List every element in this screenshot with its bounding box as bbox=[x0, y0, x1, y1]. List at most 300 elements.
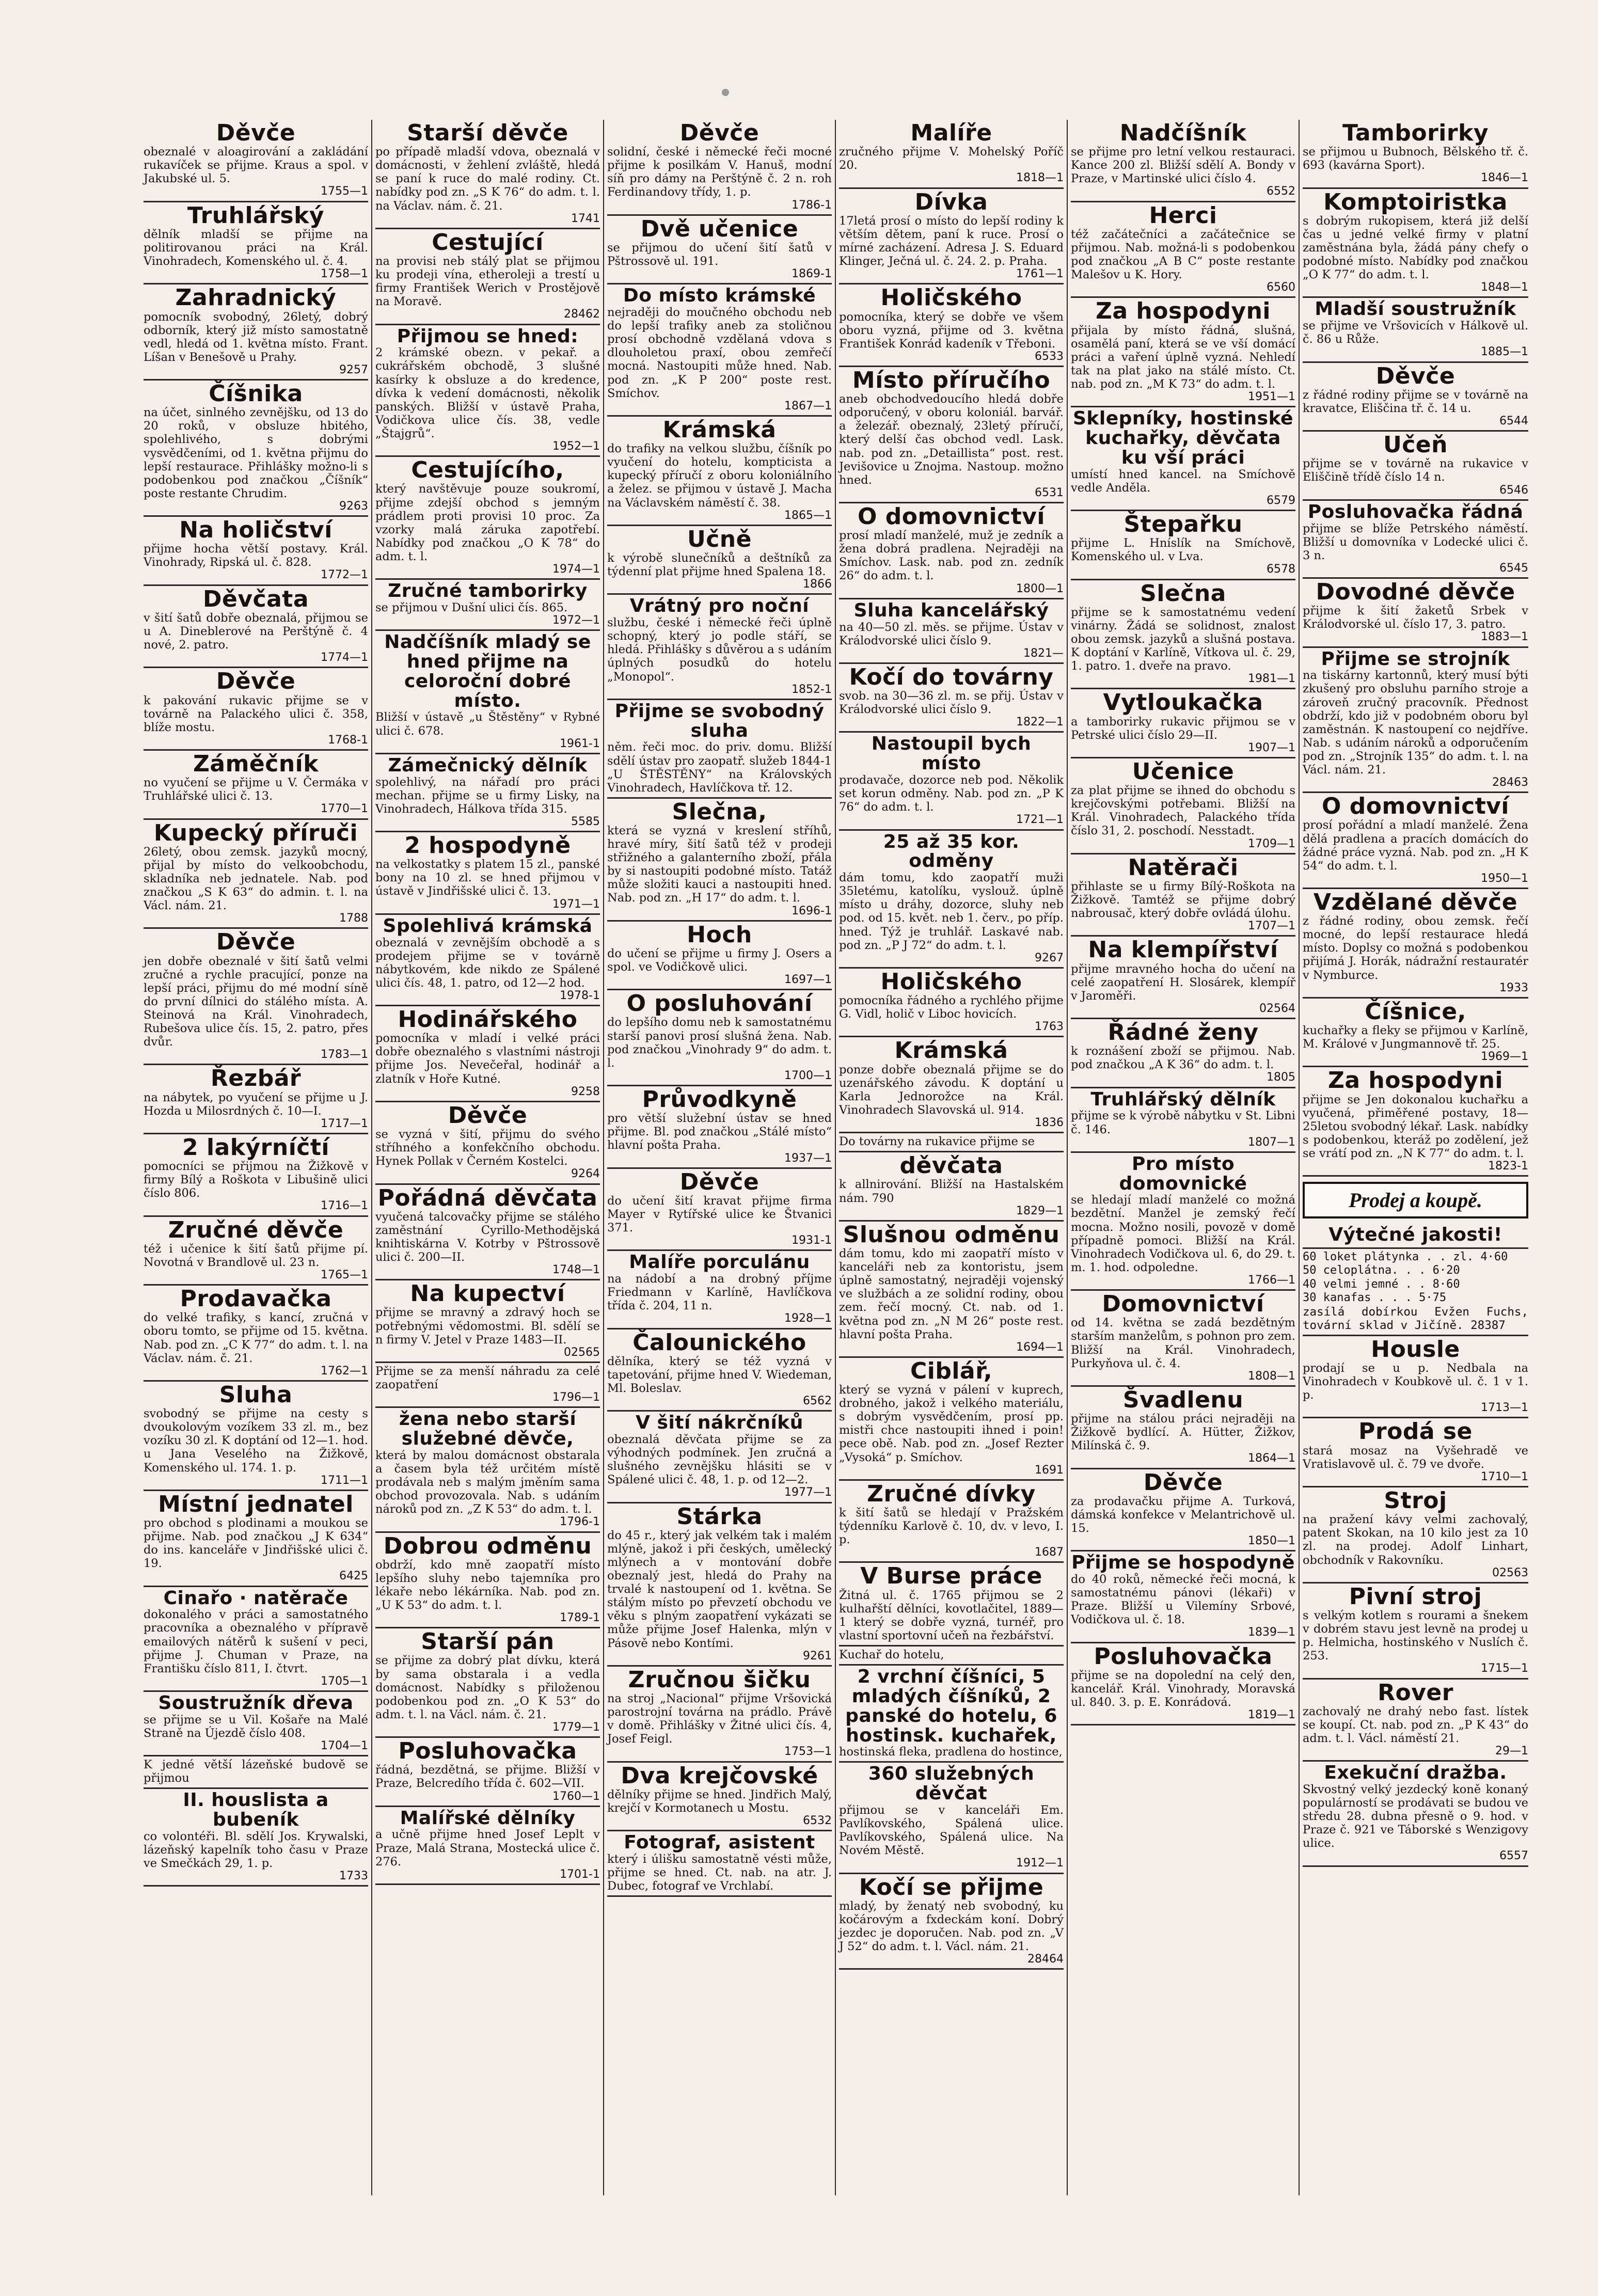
ad-heading: Na kupectví bbox=[410, 1280, 565, 1307]
ad-text: pomocníka, který se dobře ve všem oboru vyzná, přijme od 3. května František Konrád kadeník v Třeboni. bbox=[839, 310, 1064, 351]
ad-heading: Učně bbox=[687, 526, 752, 552]
ad-number: 1701-1 bbox=[560, 1867, 600, 1881]
ad-number: 1829—1 bbox=[1016, 1204, 1064, 1217]
classified-ad bbox=[839, 1037, 1064, 1133]
ad-text: přijme se v továrně na rukavice v Eliščině třídě číslo 14 n. bbox=[1303, 457, 1528, 484]
ad-text: nejraději do moučného obchodu neb do lepší trafiky aneb za stoličnou prosí obchodně vzdělaná vdova s dlouholetou praxí, obou zemřečí mocná. Nastoupiti může hned. Nab. pod zn. „K P 200“ poste rest. Smíchov. bbox=[607, 306, 832, 400]
ad-number: 1765—1 bbox=[321, 1269, 368, 1281]
classified-ad bbox=[839, 1222, 1064, 1358]
ad-heading: Sklepníky, hostinské kuchařky, děvčata ku vší práci bbox=[1073, 408, 1293, 468]
ad-heading: 2 hospodyně bbox=[404, 832, 571, 859]
ad-text: obeznalá děvčata přijme se za výhodných podmínek. Jen zručná a slušného zevnějšku hlásiti se v Spálené ulici č. 48, 1. p. od 12—2. bbox=[607, 1433, 832, 1487]
ad-heading: Děvče bbox=[216, 120, 296, 146]
classified-ad bbox=[1303, 1067, 1528, 1177]
classified-ad bbox=[1303, 1418, 1528, 1487]
ad-heading: Štepařku bbox=[1124, 511, 1243, 538]
ad-text: pomocníka řádného a rychlého přijme G. Vidl, holič v Liboc hovicích. bbox=[839, 994, 1064, 1021]
ad-heading: V Burse práce bbox=[860, 1563, 1042, 1590]
ad-text: Bližší v ústavě „u Štěstěny“ v Rybné ulici č. 678. bbox=[375, 710, 600, 738]
ad-text: na provisi neb stálý plat se přijmou ku prodeji vína, etheroleji a trestí u firmy František Werich v Prostějově na Moravě. bbox=[375, 255, 600, 309]
classified-ad bbox=[607, 1251, 832, 1329]
ad-number: 1836 bbox=[1035, 1116, 1064, 1130]
ad-text: pro větší služební ústav se hned přijme. Bl. pod značkou „Stálé místo“ hlavní pošta Praha. bbox=[607, 1112, 832, 1152]
ad-text: přijme na stálou práci nejraději na Žižkově bydlící. A. Hütter, Žižkov, Milínská č. 9. bbox=[1071, 1412, 1295, 1453]
ad-text: který navštěvuje pouze soukromí, přijme zdejší obchod s jemným prádlem proti provisi 10 proc. Za vzorky malá záruka zapotřebí. Nabídky pod značkou „O K 78“ do adm. t. l. bbox=[375, 482, 600, 563]
classified-ad bbox=[1071, 120, 1295, 202]
ad-number: 1867—1 bbox=[784, 399, 832, 413]
ad-text: se přijme ve Vršovicích v Hálkově ul. č. 86 u Růže. bbox=[1303, 319, 1528, 346]
classified-ad bbox=[375, 1408, 600, 1532]
ad-heading: Malířské dělníky bbox=[400, 1807, 576, 1829]
ad-number: 1694—1 bbox=[1016, 1340, 1064, 1354]
ad-text: do učení se přijme u firmy J. Osers a spol. ve Vodičkově ulici. bbox=[607, 946, 832, 974]
ad-text: prosí pořádní a mladí manželé. Žena dělá pradlena a pracích domácích do žádné práce vyzná. Nab. pod zn. „H K 54“ do adm. t. l. bbox=[1303, 818, 1528, 873]
ad-text: přijmou se v kanceláři Em. Pavlíkovského, Spálená ulice. Pavlíkovského, Spálená ulice. Na Novém Městě. bbox=[839, 1803, 1064, 1858]
ad-heading: Komptoiristka bbox=[1323, 188, 1508, 215]
ad-text: dělníka, který se též vyzná v tapetování, přijme hned V. Wiedeman, Ml. Boleslav. bbox=[607, 1354, 832, 1395]
ad-text: jen dobře obeznalé v šití šatů velmi zručné a rychle pracující, ponze na lepší práci, přijmu do mé modní síně do první dílnici do stálého místa. A. Steinová na Král. Vinohradech, Rubešova ulice čís. 15, 2. patro, přes dvůr. bbox=[144, 954, 368, 1049]
ad-heading: Na holičství bbox=[179, 517, 333, 544]
classified-ad bbox=[1303, 999, 1528, 1068]
ad-heading: Spolehlivá krámská bbox=[383, 915, 593, 937]
classified-ad bbox=[839, 284, 1064, 367]
ad-text: z řádné rodiny, obou zemsk. řečí mocné, do lepší restaurace hledá místo. Doplsy co možná s podobenkou přijímá J. Horák, nádražní restauratér v Nymburce. bbox=[1303, 914, 1528, 982]
ad-text: se přijmou v Dušní ulici čís. 865. bbox=[375, 600, 568, 614]
ad-number: 28462 bbox=[564, 308, 600, 321]
ad-heading: Sluha kancelářský bbox=[853, 599, 1049, 621]
ad-number: 1721—1 bbox=[1016, 813, 1064, 827]
classified-ad bbox=[1071, 202, 1295, 298]
classified-ad bbox=[375, 325, 600, 457]
ad-number: 1716—1 bbox=[321, 1199, 368, 1213]
classified-ad bbox=[839, 120, 1064, 189]
ad-number: 1821— bbox=[1023, 646, 1064, 660]
ad-heading: Dobrou odměnu bbox=[383, 1532, 592, 1559]
classified-ad bbox=[144, 1587, 368, 1692]
ad-text: na pražení kávy velmi zachovalý, patent Skokan, na 10 kilo jest za 10 zl. na prodej. Adolf Linhart, obchodník v Rakovníku. bbox=[1303, 1513, 1528, 1567]
ad-heading: Pro místo domovnické bbox=[1119, 1153, 1247, 1194]
ad-number: 9258 bbox=[571, 1085, 600, 1098]
ad-heading: Řádné ženy bbox=[1107, 1019, 1259, 1046]
classified-ad bbox=[144, 1382, 368, 1491]
ad-heading: Místní jednatel bbox=[158, 1491, 354, 1517]
ad-number: 1969—1 bbox=[1481, 1050, 1528, 1064]
ad-number: 6425 bbox=[339, 1570, 368, 1583]
classified-ad bbox=[375, 1533, 600, 1629]
ad-heading: Švadlenu bbox=[1122, 1386, 1244, 1413]
classified-ad bbox=[607, 526, 832, 595]
ad-text: zachovalý ne drahý nebo fast. lístek se koupí. Ct. nab. pod zn. „P K 43“ do adm. t. l. Václ. náměstí 21. bbox=[1303, 1704, 1528, 1745]
classified-ad bbox=[375, 1185, 600, 1281]
ad-text: vyučená talcovačky přijme se stálého zaměstnání Cyrillo-Methodějská knihtiskárna V. Kotrby v Pštrossově ulici č. 200—II. bbox=[375, 1210, 600, 1264]
ad-heading: Zručnou šičku bbox=[628, 1666, 811, 1693]
ad-text: Kuchař do hotelu, bbox=[839, 1648, 944, 1662]
classified-ad bbox=[375, 229, 600, 325]
classified-ad bbox=[839, 1763, 1064, 1874]
ad-text: k allnirování. Bližší na Hastalském nám. 790 bbox=[839, 1178, 1064, 1205]
classified-ad bbox=[1303, 889, 1528, 999]
classified-ad bbox=[1071, 1387, 1295, 1469]
ad-text: prosí mladí manželé, muž je zedník a žena dobrá pradlena. Nejraději na Smíchov. Lask. nab. pod zn. zedník 26“ do adm. t. l. bbox=[839, 529, 1064, 583]
classified-ad bbox=[375, 1102, 600, 1185]
ad-text: Skvostný velký jezdecký koně konaný populárností se prodávati se budou ve středu 28. dubna přesně o 9. hod. v Praze č. 921 ve Táborské s Wenzigovy ulice. bbox=[1303, 1782, 1528, 1850]
ad-heading: Prodá se bbox=[1358, 1418, 1473, 1445]
ad-text: dělník mladší se přijme na politirovanou práci na Král. Vinohradech, Komenského ul. č. 4. bbox=[144, 227, 368, 268]
ad-heading: Kupecký příruči bbox=[153, 819, 358, 846]
ad-text: se přijmou u Bubnoch, Bělského tř. č. 693 (kavárna Sport). bbox=[1303, 145, 1528, 172]
ad-number: 1687 bbox=[1035, 1546, 1064, 1559]
ad-heading: Nastoupil bych místo bbox=[871, 733, 1032, 774]
ad-number: 1839—1 bbox=[1248, 1626, 1295, 1639]
ad-heading: Přijme se svobodný sluha bbox=[614, 700, 825, 741]
ad-text: se přijmou do učení šití šatů v Pštrossově ul. 191. bbox=[607, 241, 832, 268]
ad-number: 1761—1 bbox=[1016, 267, 1064, 281]
ad-number: 1972—1 bbox=[552, 614, 600, 627]
ad-number: 02564 bbox=[1259, 1002, 1295, 1015]
classified-ad bbox=[1071, 937, 1295, 1019]
ad-text: na nádobí a na drobný příjme Friedmann v Karlíně, Havlíčkova třída č. 204, 11 n. bbox=[607, 1272, 832, 1313]
ad-heading: Exekuční dražba. bbox=[1324, 1762, 1507, 1784]
ad-number: 1864—1 bbox=[1248, 1452, 1295, 1465]
classified-ad bbox=[839, 1481, 1064, 1563]
ad-number: 1705—1 bbox=[321, 1674, 368, 1688]
classified-ad bbox=[607, 700, 832, 799]
ad-heading: Pořádná děvčata bbox=[377, 1184, 598, 1211]
price-list-item: 60 loket plátynka . . zl. 4·60 bbox=[1303, 1250, 1508, 1264]
ad-text: od 14. května se zadá bezdětným starším manželům, s pohnon pro zem. Bližší na Král. Vinohradech, Purkyňova ul. č. 4. bbox=[1071, 1316, 1295, 1370]
ad-number: 1760—1 bbox=[552, 1790, 600, 1803]
ad-text: dám tomu, kdo mi zaopatří místo v kanceláři neb za kontoristu, jsem úplně samostatný, nejraději vojenský ve službách a ze solidní rodiny, obou zem. řečí mocný. Ct. nab. od 1. května pod zn. „N M 26“ poste rest. hlavní pošta Praha. bbox=[839, 1247, 1064, 1341]
ad-heading: Starší děvče bbox=[407, 120, 568, 146]
ad-number: 1852-1 bbox=[792, 683, 832, 696]
ad-heading: Krámská bbox=[662, 416, 777, 443]
classified-ad bbox=[839, 969, 1064, 1038]
classified-ad bbox=[144, 1789, 368, 1887]
ad-text: též začátečníci a začátečnice se přijmou. Nab. možná-li s podobenkou pod značkou „A B C“ poste restante Malešov u K. Hory. bbox=[1071, 227, 1295, 282]
ad-heading: Ciblář, bbox=[910, 1357, 993, 1384]
ad-text: k roznášení zboží se přijmou. Nab. pod značkou „A K 36“ do adm. t. l. bbox=[1071, 1044, 1295, 1072]
classified-ad bbox=[839, 189, 1064, 285]
ad-text: se přijme za dobrý plat dívku, která by sama obstarala i a vedla domácnost. Nabídky s přiloženou podobenkou pod zn. „O K 53“ do adm. t. l. na Václ. nám. č. 21. bbox=[375, 1654, 600, 1721]
ad-text: něm. řeči moc. do priv. domu. Bližší sdělí ústav pro zaopatř. služeb 1844-1 „U ŠTĚSTĚNY“ na Královských Vinohradech, Havlíčkova tř. 12. bbox=[607, 740, 832, 795]
ad-heading: Zručné dívky bbox=[867, 1480, 1036, 1507]
ad-number: 1818—1 bbox=[1016, 171, 1064, 185]
classified-ad bbox=[1071, 854, 1295, 937]
ad-number: 1819—1 bbox=[1248, 1708, 1295, 1722]
ad-number: 9257 bbox=[339, 363, 368, 376]
classified-ad bbox=[607, 1763, 832, 1832]
ad-text: se přijme se u Vil. Košaře na Malé Straně na Újezdě číslo 408. bbox=[144, 1713, 368, 1740]
ad-text: 2 krámské obezn. v pekař. a cukrářském obchodě, 3 slušné kasírky k obsluze a do kredence, dívka k vedení domácnosti, několik panských. Bližší v ústavě Praha, Vodičkova ulice čís. 38, vedle „Štajgrů“. bbox=[375, 346, 600, 440]
ad-number: 1772—1 bbox=[321, 568, 368, 582]
ad-text: která by malou domácnost obstarala a časem byla též určitém místě prodávala neb s malým jměním sama obchod provozovala. Nab. s udáním nároků pod zn. „Z K 53“ do adm. t. l. bbox=[375, 1448, 600, 1516]
ad-heading: Zručné děvče bbox=[168, 1216, 344, 1243]
classified-ad bbox=[1071, 1291, 1295, 1387]
ad-number: 1770—1 bbox=[321, 802, 368, 816]
ad-text: přijme L. Hníslík na Smíchově, Komenského ul. v Lva. bbox=[1071, 536, 1295, 564]
ad-text: přijme se mravný a zdravý hoch se potřebnými vědomostmi. Bl. sdělí se n firmy V. Jetel v Praze 1483—II. bbox=[375, 1306, 600, 1347]
classified-ad bbox=[607, 1086, 832, 1169]
ad-heading: 2 lakýrníčtí bbox=[182, 1134, 329, 1161]
ad-heading: Soustružník dřeva bbox=[158, 1692, 354, 1714]
ad-heading: Dvě učenice bbox=[640, 215, 799, 242]
ad-heading: Cestující bbox=[432, 229, 544, 256]
column-3 bbox=[604, 120, 836, 2195]
classified-ad bbox=[1071, 580, 1295, 690]
ad-text: přijme se k samostatnému vedení vinárny. Žádá se solidnost, znalost obou zemsk. jazyků a slušná postava. K doptání v Karlíně, Vítkova ul. č. 29, 1. patro. 1. dveře na pravo. bbox=[1071, 605, 1295, 673]
classified-ad bbox=[1303, 1487, 1528, 1584]
ad-number: 1848—1 bbox=[1481, 281, 1528, 294]
classified-ad bbox=[607, 1329, 832, 1412]
classified-ad bbox=[1303, 501, 1528, 579]
ad-heading: Hoch bbox=[687, 921, 752, 948]
ad-heading: Dva krejčovské bbox=[621, 1762, 818, 1789]
ad-number: 1789-1 bbox=[560, 1611, 600, 1625]
ad-heading: Zručné tamborirky bbox=[388, 580, 588, 602]
ad-text: se přijme pro letní velkou restauraci. Kance 200 zl. Bližší sdělí A. Bondy v Praze, v Martinské ulici číslo 4. bbox=[1071, 145, 1295, 186]
classified-ad bbox=[607, 990, 832, 1086]
classified-ad bbox=[144, 820, 368, 929]
ad-number: 1807—1 bbox=[1248, 1135, 1295, 1149]
ad-number: 1755—1 bbox=[321, 185, 368, 198]
classified-ad bbox=[144, 1134, 368, 1217]
ad-number: 6544 bbox=[1499, 414, 1528, 427]
ad-text: pomocník svobodný, 26letý, dobrý odborník, který již místo samostatně vedl, hledá od 1. května místo. Frant. Líšan v Benešově u Prahy. bbox=[144, 310, 368, 364]
ad-heading: Záměčník bbox=[193, 750, 319, 777]
ad-heading: Stroj bbox=[1384, 1487, 1447, 1514]
ad-heading: Za hospodyni bbox=[1096, 298, 1271, 325]
ad-number: 1951—1 bbox=[1248, 390, 1295, 404]
ad-number: 1961-1 bbox=[560, 737, 600, 750]
classified-ad bbox=[839, 1646, 1064, 1666]
ad-heading: Přijme se strojník bbox=[1321, 648, 1510, 670]
ad-text: přijme se blíže Petrského náměstí. Bližší u domovníka v Lodecké ulici č. 3 n. bbox=[1303, 521, 1528, 562]
section-heading-prodej-a-koupe: Prodej a koupě. bbox=[1303, 1182, 1528, 1218]
price-list-item: 40 velmi jemné . . 8·60 bbox=[1303, 1277, 1460, 1291]
ad-text: do učení šití kravat přijme firma Mayer v Rytířské ulice ke Štvanici 371. bbox=[607, 1194, 832, 1235]
ad-text: prodají se u p. Nedbala na Vinohradech v Koubkově ul. č. 1 v 1. p. bbox=[1303, 1361, 1528, 1402]
classified-ad bbox=[144, 284, 368, 381]
ad-text: též i učenice k šití šatů přijme pí. Novotná v Brandlově ul. 23 n. bbox=[144, 1242, 368, 1269]
classified-ad bbox=[607, 216, 832, 285]
ad-text: solidní, české i německé řeči mocné přijme k posilkám V. Hanuš, modní síň pro dámy na Perštýně č. 2 n. roh Ferdinandovy třídy, 1. p. bbox=[607, 145, 832, 199]
ad-heading: 360 služebných děvčat bbox=[868, 1763, 1035, 1804]
ad-number: 1704—1 bbox=[321, 1739, 368, 1752]
ad-text: svob. na 30—36 zl. m. se přij. Ústav v Králodvorské ulici číslo 9. bbox=[839, 689, 1064, 717]
ad-heading: Číšnika bbox=[209, 381, 303, 407]
classified-ad bbox=[375, 1363, 600, 1408]
ad-heading: Vrátný pro noční bbox=[629, 595, 810, 617]
ad-heading: Do místo krámské bbox=[623, 285, 816, 307]
ad-heading: Nadčíšník bbox=[1119, 120, 1247, 146]
ad-text: z řádné rodiny přijme se v továrně na kravatce, Eliščina tř. č. 14 u. bbox=[1303, 388, 1528, 415]
classified-ad bbox=[1303, 1249, 1528, 1336]
ad-text: s velkým kotlem s rourami a šnekem v dobrém stavu jest levně na prodej u p. Helmicha, hostinského v Nuslích č. 253. bbox=[1303, 1608, 1528, 1663]
classified-ad bbox=[1071, 1153, 1295, 1291]
classified-ad bbox=[839, 503, 1064, 599]
ad-heading: Děvče bbox=[448, 1102, 528, 1129]
ad-number: 1928—1 bbox=[784, 1312, 832, 1325]
ad-text: K jedné větší lázeňské budově se přijmou bbox=[144, 1758, 368, 1785]
ad-heading: Slečna, bbox=[672, 798, 767, 825]
ad-heading: Starší pán bbox=[421, 1628, 555, 1655]
ad-number: 1850—1 bbox=[1248, 1534, 1295, 1547]
ad-heading: O domovnictví bbox=[858, 503, 1045, 530]
classified-ad bbox=[375, 457, 600, 580]
ad-heading: Kočí do továrny bbox=[849, 663, 1054, 690]
ad-heading: Přijme se hospodyně bbox=[1071, 1552, 1295, 1574]
ad-heading: Mladší soustružník bbox=[1315, 298, 1516, 320]
ad-heading: Děvče bbox=[679, 1168, 760, 1195]
ad-heading: Holičského bbox=[880, 284, 1022, 311]
ad-heading: Natěrači bbox=[1128, 854, 1239, 881]
ad-heading: Fotograf, asistent bbox=[624, 1832, 815, 1854]
ad-text: přihlaste se u firmy Bílý-Roškota na Žižkově. Tamtéž se přijme dobrý nabrousač, který dobře ovládá úlohu. bbox=[1071, 879, 1295, 921]
ad-text: obdrží, kdo mně zaopatří místo lepšího sluhy nebo tajemníka pro lékaře nebo lékárníka. Nab. pod zn. „U K 53“ do adm. t. l. bbox=[375, 1558, 600, 1612]
ad-number: 02563 bbox=[1492, 1566, 1528, 1579]
ad-text: se hledají mladí manželé co možná bezdětní. Manžel je zemský řečí mocna. Možno nosili, povozě v domě případně pomoci. Bližší na Král. Vinohradech Vodičkova ul. 6, do 29. t. m. 1. hod. odpoledne. bbox=[1071, 1193, 1295, 1274]
ad-heading: Nadčíšník mladý se hned přijme na celoroční dobré místo. bbox=[384, 631, 591, 711]
classified-ad bbox=[1303, 1762, 1528, 1866]
ad-heading: Čalounického bbox=[632, 1329, 806, 1356]
ad-text: přijme k šití žaketů Srbek v Králodvorské ul. číslo 17, 3. patro. bbox=[1303, 604, 1528, 631]
ad-text: co volontéři. Bl. sdělí Jos. Krywalski, lázeňský kapelník toho času v Praze ve Smečkách 29, 1. p. bbox=[144, 1829, 368, 1871]
classified-ad bbox=[144, 381, 368, 517]
ad-heading: Na klempířství bbox=[1088, 937, 1278, 963]
ad-text: která se vyzná v kreslení stříhů, hravé míry, šití šatů též v prodeji střižného a galanterního zboží, přála by si nastoupiti podobné místo. Tatáž může složiti kauci a nastoupiti hned. Nab. pod zn. „H 17“ do adm. t. l. bbox=[607, 824, 832, 905]
ad-text: přijme se Jen dokonalou kuchařku a vyučená, přiměřené postavy, 18—25letou svobodný lékař. Lask. nabídky s podobenkou, kteráž po zodělení, jež se vrátí pod zn. „N K 77“ do adm. t. l. bbox=[1303, 1092, 1528, 1160]
ad-heading: Posluhovačka bbox=[1094, 1643, 1273, 1670]
ad-number: 1846—1 bbox=[1481, 171, 1528, 185]
ad-number: 1779—1 bbox=[552, 1720, 600, 1734]
ad-number: 1823-1 bbox=[1488, 1160, 1528, 1173]
classified-columns bbox=[140, 120, 1532, 2195]
ad-text: stará mosaz na Vyšehradě ve Vratislavově ul. č. 79 ve dvoře. bbox=[1303, 1444, 1528, 1471]
ad-text: přijme mravného hocha do učení na celé zaopatření H. Slosárek, klempíř v Jaroměři. bbox=[1071, 962, 1295, 1003]
ad-text: se vyzná v šití, přijmu do svého stříhného a konfekčního obchodu. Hynek Pollak v Černém Kostelci. bbox=[375, 1128, 600, 1168]
classified-ad bbox=[1303, 189, 1528, 298]
column-6 bbox=[1300, 120, 1531, 2195]
classified-ad bbox=[144, 929, 368, 1065]
classified-ad bbox=[607, 120, 832, 216]
ad-heading: Děvče bbox=[216, 929, 296, 956]
ad-text: službu, české i německé řeči úplně schopný, který jo podle stáří, se hledá. Přihlášky s důvěrou a s udáním úplných posudků do hotelu „Monopol“. bbox=[607, 616, 832, 684]
ad-text: 17letá prosí o místo do lepší rodiny k větším dětem, paní k ruce. Prosí o mírné zacházení. Adresa J. S. Eduard Klinger, Ječná ul. č. 24. 2. p. Praha. bbox=[839, 214, 1064, 268]
ad-text: v šití šatů dobře obeznalá, přijmou se u A. Dineblerové na Perštýně č. 4 nové, 2. patro. bbox=[144, 611, 368, 652]
price-list-item: 50 celoplátna. . . 6·20 bbox=[1303, 1264, 1460, 1277]
classified-ad bbox=[1303, 432, 1528, 501]
classified-ad bbox=[375, 120, 600, 229]
classified-ad bbox=[607, 1667, 832, 1763]
ad-text: k výrobě slunečníků a deštníků za týdenní plat přijme hned Spalena 18. bbox=[607, 551, 832, 579]
ad-heading: Číšnice, bbox=[1365, 998, 1466, 1025]
ad-number: 9261 bbox=[803, 1649, 832, 1662]
ad-number: 1883—1 bbox=[1481, 630, 1528, 644]
ad-number: 1933 bbox=[1499, 981, 1528, 994]
classified-ad bbox=[1071, 1088, 1295, 1153]
ad-heading: Učenice bbox=[1132, 758, 1235, 785]
classified-ad bbox=[607, 1169, 832, 1252]
ad-number: 1800—1 bbox=[1016, 582, 1064, 595]
classified-ad bbox=[144, 517, 368, 586]
ad-text: dělníky přijme se hned. Jindřich Malý, krejčí v Kormotanech u Mostu. bbox=[607, 1787, 832, 1815]
price-list-item: 30 kanafas . . . 5·75 bbox=[1303, 1291, 1447, 1305]
ad-number: 1977—1 bbox=[784, 1486, 832, 1499]
classified-ad bbox=[607, 284, 832, 417]
ad-number: 1691 bbox=[1035, 1463, 1064, 1477]
classified-ad bbox=[144, 120, 368, 202]
classified-ad bbox=[839, 1152, 1064, 1222]
ad-number: 1974—1 bbox=[552, 562, 600, 576]
ad-number: 1709—1 bbox=[1248, 837, 1295, 850]
ad-text: na účet, sinlného zevnějšku, od 13 do 20 roků, v obsluze hbitého, spolehlivého, s dobrými vysvědčeními, od 1. května přijmu do lepší restaurace. Přihlášky možno-li s podobenkou pod značkou „Číšník“ poste restante Chrudim. bbox=[144, 406, 368, 500]
ad-text: dám tomu, kdo zaopatří muži 35letému, katolíku, vyslouž. úplně místo u dráhy, dozorce, sluhy neb pod. od 15. květ. neb 1. červ., po příp. hned. Týž je truhlář. Laskavé nab. pod zn. „P J 72“ do adm. t. l. bbox=[839, 871, 1064, 952]
classified-ad bbox=[607, 1831, 832, 1897]
ad-heading: Dovodné děvče bbox=[1316, 578, 1515, 605]
ad-heading: Rover bbox=[1378, 1679, 1453, 1706]
classified-ad bbox=[144, 1217, 368, 1286]
ad-heading: Krámská bbox=[894, 1037, 1008, 1064]
ad-text: k pakování rukavic přijme se v továrně na Palackého ulici č. 358, blíže mostu. bbox=[144, 693, 368, 734]
ad-number: 1783—1 bbox=[321, 1048, 368, 1062]
classified-ad bbox=[1303, 1584, 1528, 1680]
ad-heading: Zámečnický dělník bbox=[388, 754, 588, 776]
ad-heading: Děvče bbox=[216, 668, 296, 695]
ad-number: 6546 bbox=[1499, 483, 1528, 497]
ad-text: do trafiky na velkou službu, číšník po vyučení do hotelu, kompticista a kupecký příručí z oboru koloniálního a želez. se přijmou v ústavě J. Macha na Václavském náměstí č. 38. bbox=[607, 442, 832, 510]
ad-number: 1805 bbox=[1267, 1071, 1295, 1084]
classified-ad bbox=[144, 202, 368, 285]
ad-number: 28464 bbox=[1027, 1953, 1064, 1966]
ad-text: a učně přijme hned Josef Leplt v Praze, Malá Strana, Mostecká ulice č. 276. bbox=[375, 1828, 600, 1869]
ad-number: 1710—1 bbox=[1481, 1470, 1528, 1483]
ad-number: 1931-1 bbox=[792, 1234, 832, 1247]
classified-ad bbox=[375, 580, 600, 631]
ad-number: 1796—1 bbox=[552, 1391, 600, 1404]
ad-text: přijme se k výrobě nábytku v St. Libni č. 146. bbox=[1071, 1109, 1295, 1136]
ad-heading: Kočí se přijme bbox=[859, 1874, 1044, 1901]
ad-number: 1808—1 bbox=[1248, 1369, 1295, 1383]
ad-number: 1711—1 bbox=[321, 1474, 368, 1487]
ad-text: umístí hned kancel. na Smíchově vedle Anděla. bbox=[1071, 467, 1295, 495]
ad-text: přijme se na dopolední na celý den, kancelář. Král. Vinohrady, Moravská ul. 840. 3. p. E. Konrádová. bbox=[1071, 1668, 1295, 1709]
ad-heading: Truhlářský bbox=[187, 202, 325, 229]
ad-number: 6552 bbox=[1267, 185, 1295, 198]
ad-number: 9263 bbox=[339, 499, 368, 513]
ad-number: 1937—1 bbox=[784, 1151, 832, 1165]
column-4 bbox=[836, 120, 1068, 2195]
ad-text: na velkostatky s platem 15 zl., panské bony na 10 zl. se hned přijmou v ústavě v Jindřišské ulici č. 13. bbox=[375, 858, 600, 898]
ad-number: 1788 bbox=[339, 912, 368, 925]
classified-ad bbox=[1071, 1643, 1295, 1726]
ad-text: do velké trafiky, s kancí, zručná v oboru tomto, se přijme od 15. května. Nab. pod zn. „C K 77“ do adm. t. l. na Václav. nám. č. 21. bbox=[144, 1311, 368, 1365]
ad-heading: Malíře bbox=[910, 120, 992, 146]
classified-ad bbox=[839, 367, 1064, 503]
ad-text: 26letý, obou zemsk. jazyků mocný, přijal by místo do velkoobchodu, skladníka neb jednatele. Nab. pod značkou „S K 63“ do admin. t. l. na Václ. nám. 21. bbox=[144, 845, 368, 913]
ad-text: na stroj „Nacional“ přijme Vršovická parostrojní továrna na prádlo. Právě v domě. Přihlášky v Žitné ulici čís. 4, Josef Feigl. bbox=[607, 1692, 832, 1746]
ad-number: 1707—1 bbox=[1248, 920, 1295, 933]
classified-ad bbox=[375, 915, 600, 1006]
ad-number: 1774—1 bbox=[321, 651, 368, 664]
classified-ad bbox=[375, 1006, 600, 1102]
ad-text: který se vyzná v pálení v kuprech, drobného, jakož i velkého materiálu, s dobrým vysvědčením, prosí pp. mistři chce nastoupiti ihned i poin! pece obě. Nab. pod zn. „Josef Rezter „Vysoká“ p. Smíchov. bbox=[839, 1383, 1064, 1464]
classified-ad bbox=[1303, 363, 1528, 432]
ad-text: aneb obchodvedoucího hledá dobře odporučený, v oboru koloniál. barvář. a železář. obeznalý, 23letý příručí, který delší čas obchod vedl. Lask. nab. pod zn. „Detaillista“ post. rest. Jevišovice u Znojma. Nastoup. možno hned. bbox=[839, 392, 1064, 487]
ad-number: 1741 bbox=[571, 212, 600, 225]
ad-heading: Sluha bbox=[219, 1381, 293, 1408]
classified-ad bbox=[375, 754, 600, 832]
ad-number: 6531 bbox=[1035, 486, 1064, 499]
